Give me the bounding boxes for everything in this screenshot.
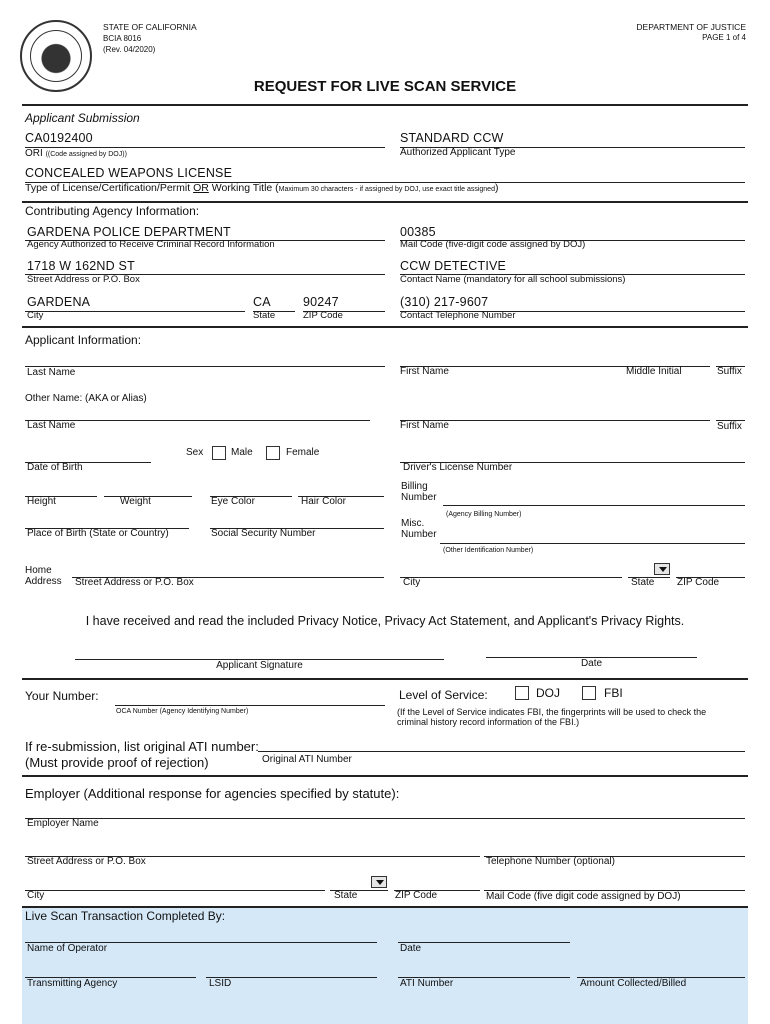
employer-city-label: City <box>27 890 45 901</box>
male-label: Male <box>231 447 253 458</box>
agency-zip-label: ZIP Code <box>303 310 343 321</box>
applicant-signature-label: Applicant Signature <box>216 660 303 671</box>
original-ati-field[interactable] <box>258 751 745 752</box>
license-type-field[interactable]: CONCEALED WEAPONS LICENSE <box>25 166 233 180</box>
height-label: Height <box>27 496 56 507</box>
oca-number-note: OCA Number (Agency Identifying Number) <box>116 708 249 715</box>
contact-phone-label: Contact Telephone Number <box>400 310 516 321</box>
employer-state-label: State <box>334 890 358 901</box>
signature-date-label: Date <box>580 658 603 669</box>
employer-state-dropdown[interactable] <box>371 876 387 888</box>
middle-initial-label: Middle Initial <box>626 366 682 377</box>
form-id: BCIA 8016 <box>103 34 142 43</box>
department-name: DEPARTMENT OF JUSTICE <box>636 22 746 32</box>
home-state-label: State <box>631 577 655 588</box>
operator-name-label: Name of Operator <box>27 943 108 954</box>
home-address-label: Home Address <box>25 565 62 587</box>
female-label: Female <box>286 447 320 458</box>
ati-number-label: ATI Number <box>400 978 454 989</box>
mail-code-label: Mail Code (five-digit code assigned by DOJ) <box>400 239 586 250</box>
home-zip-label: ZIP Code <box>677 577 720 588</box>
form-title: REQUEST FOR LIVE SCAN SERVICE <box>253 78 517 95</box>
applicant-type-label: Authorized Applicant Type <box>400 147 516 158</box>
dob-label: Date of Birth <box>27 462 83 473</box>
employer-name-field[interactable] <box>25 818 745 819</box>
billing-label: Billing Number <box>401 481 437 503</box>
doj-label: DOJ <box>536 686 560 700</box>
home-city-field[interactable] <box>400 577 622 578</box>
agency-state-label: State <box>253 310 276 321</box>
level-of-service-label: Level of Service: <box>399 688 488 702</box>
lsid-label: LSID <box>209 978 232 989</box>
agency-city-field[interactable]: GARDENA <box>27 295 91 309</box>
employer-mail-code-label: Mail Code (five digit code assigned by DOJ) <box>486 891 681 902</box>
employer-name-label: Employer Name <box>27 818 99 829</box>
oca-number-field[interactable] <box>115 705 385 706</box>
privacy-statement: I have received and read the included Privacy Notice, Privacy Act Statement, and Applicant's Privacy Rights. <box>85 614 685 628</box>
section-applicant-info: Applicant Information: <box>25 333 142 347</box>
aka-last-name-label: Last Name <box>27 420 76 431</box>
fbi-checkbox[interactable] <box>582 686 596 700</box>
aka-last-name-field[interactable] <box>25 420 370 421</box>
doj-checkbox[interactable] <box>515 686 529 700</box>
contact-name-label: Contact Name (mandatory for all school submissions) <box>400 274 626 285</box>
home-state-dropdown[interactable] <box>654 563 670 575</box>
ori-field[interactable]: CA0192400 <box>25 131 93 145</box>
employer-city-field[interactable] <box>25 890 325 891</box>
transaction-date-field[interactable] <box>398 942 570 943</box>
misc-label: Misc. Number <box>401 518 437 540</box>
last-name-field[interactable] <box>25 366 385 367</box>
aka-suffix-label: Suffix <box>717 421 742 432</box>
billing-note: (Agency Billing Number) <box>446 511 522 518</box>
state-name: STATE OF CALIFORNIA <box>103 22 197 32</box>
other-name-label: Other Name: (AKA or Alias) <box>25 393 147 404</box>
contact-name-field[interactable]: CCW DETECTIVE <box>400 259 507 273</box>
section-applicant-submission: Applicant Submission <box>25 111 140 125</box>
section-contributing-agency: Contributing Agency Information: <box>25 204 200 218</box>
first-name-label: First Name <box>400 366 449 377</box>
last-name-label: Last Name <box>27 367 76 378</box>
agency-field[interactable]: GARDENA POLICE DEPARTMENT <box>27 225 231 239</box>
billing-number-field[interactable] <box>443 505 745 506</box>
license-type-label: Type of License/Certification/Permit OR Working Title (Maximum 30 characters - if assigned by DOJ, use exact title assigned) <box>25 182 499 194</box>
lsid-field[interactable] <box>206 977 377 978</box>
place-of-birth-label: Place of Birth (State or Country) <box>27 528 169 539</box>
agency-street-label: Street Address or P.O. Box <box>27 274 140 285</box>
resubmission-label: If re-submission, list original ATI number: (Must provide proof of rejection) <box>25 739 259 770</box>
male-checkbox[interactable] <box>212 446 226 460</box>
sex-label: Sex <box>186 447 204 458</box>
amount-collected-label: Amount Collected/Billed <box>580 978 687 989</box>
level-of-service-note: (If the Level of Service indicates FBI, the fingerprints will be used to check the criminal history record information of the FBI.) <box>397 707 707 727</box>
fbi-label: FBI <box>604 686 623 700</box>
ssn-label: Social Security Number <box>211 528 316 539</box>
ori-label: ORI ((Code assigned by DOJ)) <box>25 148 127 159</box>
eye-color-label: Eye Color <box>211 496 255 507</box>
agency-zip-field[interactable]: 90247 <box>303 295 339 309</box>
suffix-label: Suffix <box>717 366 742 377</box>
agency-state-field[interactable]: CA <box>253 295 271 309</box>
home-city-label: City <box>403 577 421 588</box>
home-street-label: Street Address or P.O. Box <box>75 577 194 588</box>
employer-zip-label: ZIP Code <box>395 890 438 901</box>
form-rev: (Rev. 04/2020) <box>103 45 156 54</box>
contact-phone-field[interactable]: (310) 217-9607 <box>400 295 489 309</box>
aka-first-name-label: First Name <box>400 420 449 431</box>
mail-code-field[interactable]: 00385 <box>400 225 436 239</box>
agency-label: Agency Authorized to Receive Criminal Record Information <box>27 239 275 250</box>
drivers-license-label: Driver's License Number <box>403 462 513 473</box>
misc-number-field[interactable] <box>440 543 745 544</box>
applicant-type-field[interactable]: STANDARD CCW <box>400 131 504 145</box>
live-scan-section <box>22 906 748 1024</box>
hair-color-label: Hair Color <box>301 496 347 507</box>
employer-phone-label: Telephone Number (optional) <box>486 856 615 867</box>
female-checkbox[interactable] <box>266 446 280 460</box>
weight-label: Weight <box>120 496 151 507</box>
misc-note: (Other Identification Number) <box>443 547 534 554</box>
agency-street-field[interactable]: 1718 W 162ND ST <box>27 259 135 273</box>
section-live-scan: Live Scan Transaction Completed By: <box>25 909 226 923</box>
transaction-date-label: Date <box>400 943 422 954</box>
page-number: PAGE 1 of 4 <box>702 33 746 42</box>
your-number-label: Your Number: <box>25 689 99 703</box>
original-ati-label: Original ATI Number <box>262 754 352 765</box>
agency-city-label: City <box>27 310 44 321</box>
employer-street-label: Street Address or P.O. Box <box>27 856 146 867</box>
section-employer: Employer (Additional response for agencies specified by statute): <box>25 786 400 801</box>
transmitting-agency-label: Transmitting Agency <box>27 978 118 989</box>
